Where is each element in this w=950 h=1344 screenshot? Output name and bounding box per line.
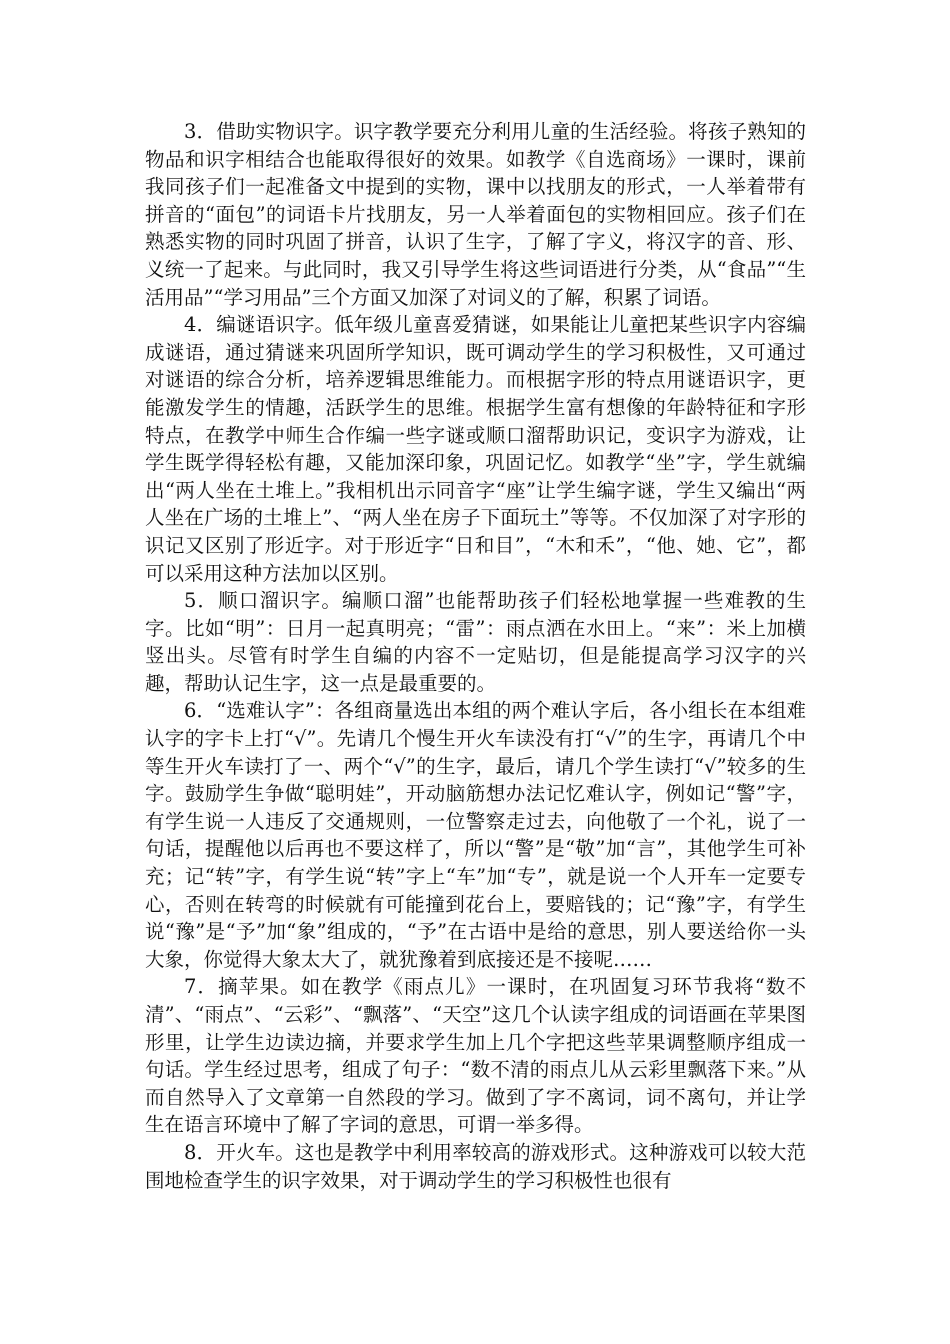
paragraph-6: 6．“选难认字”：各组商量选出本组的两个难认字后，各小组长在本组难认字的字卡上打“√”。先请几个慢生开火车读没有打“√”的生字，再请几个中等生开火车读打了一、两个“√”的生字，最后，请几个学生读打“√”较多的生字。鼓励学生争做“聪明娃”，开动脑筋想办法记忆难认字，例如记“警”字，有学生说一人违反了交通规则，一位警察走过去，向他敬了一个礼，说了一句话，提醒他以后再也不要这样了，所以“警”是“敬”加“言”，其他学生可补充；记“转”字，有学生说“转”字上“车”加“专”，就是说一个人开车一定要专心，否则在转弯的时候就有可能撞到花台上，要赔钱的；记“豫”字，有学生说“豫”是“予”加“象”组成的，“予”在古语中是给的意思，别人要送给你一头大象，你觉得大象太大了，就犹豫着到底接还是不接呢……	[145, 699, 806, 971]
document-body	[145, 118, 806, 1194]
paragraph-4: 4．编谜语识字。低年级儿童喜爱猜谜，如果能让儿童把某些识字内容编成谜语，通过猜谜来巩固所学知识，既可调动学生的学习积极性，又可通过对谜语的综合分析，培养逻辑思维能力。而根据字形的特点用谜语识字，更能激发学生的情趣，活跃学生的思维。根据学生富有想像的年龄特征和字形特点，在教学中师生合作编一些字谜或顺口溜帮助识记，变识字为游戏，让学生既学得轻松有趣，又能加深印象，巩固记忆。如教学“坐”字，学生就编出“两人坐在土堆上。”我相机出示同音字“座”让学生编字谜，学生又编出“两人坐在广场的土堆上”、“两人坐在房子下面玩土”等等。不仅加深了对字形的识记又区别了形近字。对于形近字“日和目”，“木和禾”，“他、她、它”，都可以采用这种方法加以区别。	[145, 313, 806, 585]
paragraph-8: 8．开火车。这也是教学中利用率较高的游戏形式。这种游戏可以较大范围地检查学生的识字效果，对于调动学生的学习积极性也很有	[145, 1140, 806, 1192]
paragraph-7: 7．摘苹果。如在教学《雨点儿》一课时，在巩固复习环节我将“数不清”、“雨点”、“云彩”、“飘落”、“天空”这几个认读字组成的词语画在苹果图形里，让学生边读边摘，并要求学生加上几个字把这些苹果调整顺序组成一句话。学生经过思考，组成了句子：“数不清的雨点儿从云彩里飘落下来。”从而自然导入了文章第一自然段的学习。做到了字不离词，词不离句，并让学生在语言环境中了解了字词的意思，可谓一举多得。	[145, 975, 806, 1137]
paragraph-3: 3．借助实物识字。识字教学要充分利用儿童的生活经验。将孩子熟知的物品和识字相结合也能取得很好的效果。如教学《自选商场》一课时，课前我同孩子们一起准备文中提到的实物，课中以找朋友的形式，一人举着带有拼音的“面包”的词语卡片找朋友，另一人举着面包的实物相回应。孩子们在熟悉实物的同时巩固了拼音，认识了生字，了解了字义，将汉字的音、形、义统一了起来。与此同时，我又引导学生将这些词语进行分类，从“食品”“生活用品”“学习用品”三个方面又加深了对词义的了解，积累了词语。	[145, 120, 806, 309]
paragraph-5: 5．顺口溜识字。编顺口溜”也能帮助孩子们轻松地掌握一些难教的生字。比如“明”：日月一起真明亮；“雷”：雨点洒在水田上。“来”：米上加横竖出头。尽管有时学生自编的内容不一定贴切，但是能提高学习汉字的兴趣，帮助认记生字，这一点是最重要的。	[145, 589, 806, 695]
